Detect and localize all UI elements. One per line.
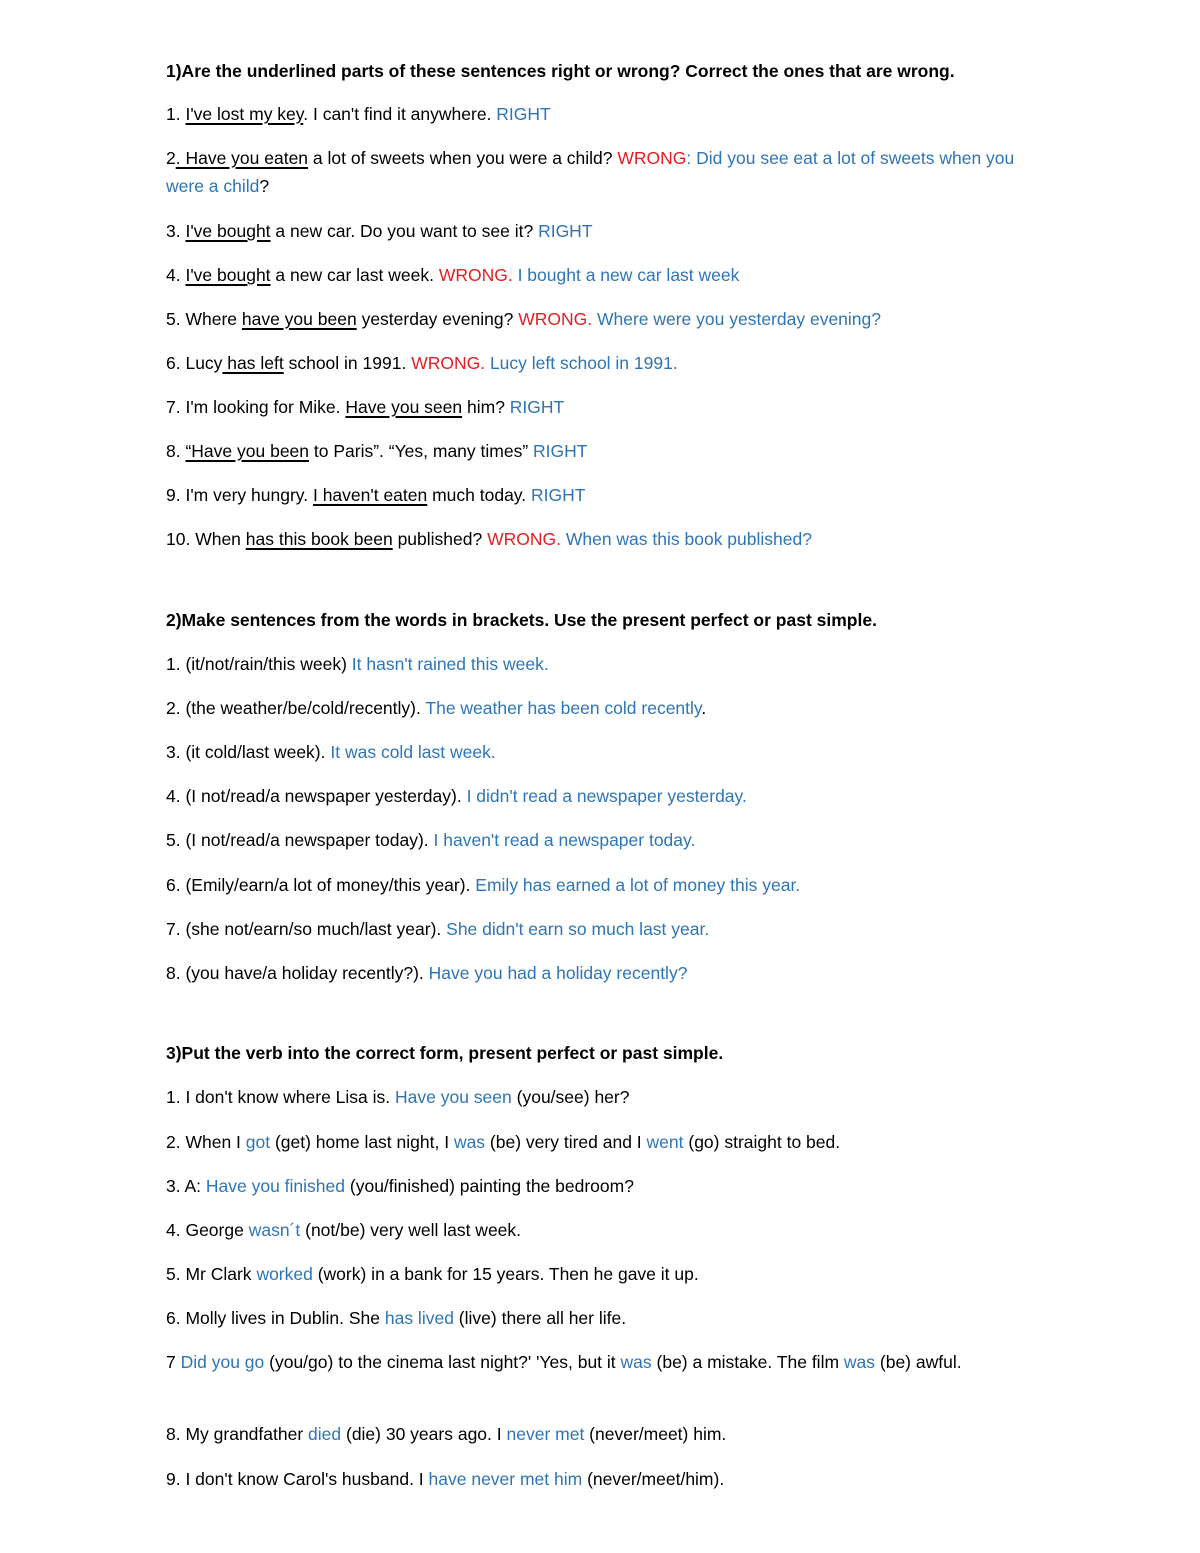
answer: She didn't earn so much last year. [446,919,710,939]
underlined-phrase: has this book been [245,529,393,549]
answer: have never met him [428,1469,583,1489]
underlined-phrase: I haven't eaten [312,485,428,505]
s3-item-2: 2. When I got (get) home last night, I was (be) very tired and I went (go) straight to bed. [166,1132,841,1152]
s2-item-1: 1. (it/not/rain/this week) It hasn't rained this week. [166,654,549,674]
answer: was [843,1352,876,1372]
s3-item-3: 3. A: Have you finished (you/finished) painting the bedroom? [166,1176,634,1196]
answer: The weather has been cold recently [425,698,702,718]
answer: I haven't read a newspaper today. [433,830,696,850]
verdict-right: RIGHT [533,441,588,461]
verdict-wrong: WRONG. [438,265,513,285]
s3-item-4: 4. George wasn´t (not/be) very well last week. [166,1220,522,1240]
s3-item-8: 8. My grandfather died (die) 30 years ago. I never met (never/meet) him. [166,1424,727,1444]
s1-item-8: 8. “Have you been to Paris”. “Yes, many times” RIGHT [166,441,588,461]
verdict-wrong: WRONG. [518,309,593,329]
s3-item-1: 1. I don't know where Lisa is. Have you seen (you/see) her? [166,1087,630,1107]
answer: Emily has earned a lot of money this year. [475,875,801,895]
s1-item-1: 1. I've lost my key. I can't find it anywhere. RIGHT [166,104,551,124]
correction: When was this book published? [560,529,812,549]
s1-item-10: 10. When has this book been published? WRONG. When was this book published? [166,529,812,549]
s2-item-5: 5. (I not/read/a newspaper today). I haven't read a newspaper today. [166,830,696,850]
answer: was [620,1352,652,1372]
answer: got [245,1132,271,1152]
verdict-right: RIGHT [531,485,586,505]
verdict-right: RIGHT [496,104,551,124]
answer: never met [506,1424,585,1444]
s1-item-6: 6. Lucy has left school in 1991. WRONG. Lucy left school in 1991. [166,353,678,373]
s2-item-6: 6. (Emily/earn/a lot of money/this year). Emily has earned a lot of money this year. [166,875,801,895]
s1-item-5: 5. Where have you been yesterday evening? WRONG. Where were you yesterday evening? [166,309,881,329]
answer: worked [256,1264,313,1284]
s1-item-9: 9. I'm very hungry. I haven't eaten much today. RIGHT [166,485,586,505]
s1-item-4: 4. I've bought a new car last week. WRONG. I bought a new car last week [166,265,740,285]
answer: Have you finished [205,1176,346,1196]
answer: died [308,1424,342,1444]
answer: Did you go [180,1352,265,1372]
answer: It hasn't rained this week. [351,654,549,674]
s1-item-2: 2. Have you eaten a lot of sweets when you were a child? WRONG: Did you see eat a lot of sweets when you were a child? [166,148,1015,196]
s3-item-7: 7 Did you go (you/go) to the cinema last night?' 'Yes, but it was (be) a mistake. The film was (be) awful. [166,1352,962,1372]
section1-heading: 1)Are the underlined parts of these sentences right or wrong? Correct the ones that are wrong. [166,61,955,81]
underlined-phrase: “Have you been [185,441,310,461]
answer: I didn't read a newspaper yesterday. [466,786,747,806]
verdict-right: RIGHT [538,221,593,241]
underlined-phrase: has left [222,353,284,373]
verdict-wrong: WRONG [617,148,687,168]
underlined-phrase: I've bought [185,221,271,241]
verdict-wrong: WRONG. [487,529,561,549]
answer: wasn´t [248,1220,301,1240]
section2-heading: 2)Make sentences from the words in brackets. Use the present perfect or past simple. [166,610,877,630]
underlined-phrase: have you been [241,309,357,329]
s3-item-6: 6. Molly lives in Dublin. She has lived (live) there all her life. [166,1308,627,1328]
s2-item-7: 7. (she not/earn/so much/last year). She didn't earn so much last year. [166,919,710,939]
answer: Have you had a holiday recently? [428,963,688,983]
underlined-phrase: . Have you eaten [175,148,309,168]
s1-item-7: 7. I'm looking for Mike. Have you seen him? RIGHT [166,397,565,417]
answer: was [453,1132,486,1152]
verdict-right: RIGHT [509,397,565,417]
s2-item-4: 4. (I not/read/a newspaper yesterday). I didn't read a newspaper yesterday. [166,786,747,806]
underlined-phrase: I've bought [185,265,271,285]
underlined-phrase: Have you seen [345,397,463,417]
correction: Lucy left school in 1991. [485,353,678,373]
s2-item-2: 2. (the weather/be/cold/recently). The weather has been cold recently. [166,698,707,718]
correction: I bought a new car last week [512,265,740,285]
s3-item-9: 9. I don't know Carol's husband. I have never met him (never/meet/him). [166,1469,725,1489]
s3-item-5: 5. Mr Clark worked (work) in a bank for 15 years. Then he gave it up. [166,1264,699,1284]
correction: Where were you yesterday evening? [592,309,881,329]
s2-item-3: 3. (it cold/last week). It was cold last week. [166,742,496,762]
answer: It was cold last week. [330,742,496,762]
underlined-phrase: I've lost my key [185,104,304,124]
answer: Have you seen [395,1087,512,1107]
section3-heading: 3)Put the verb into the correct form, present perfect or past simple. [166,1043,724,1063]
s2-item-8: 8. (you have/a holiday recently?). Have you had a holiday recently? [166,963,688,983]
verdict-wrong: WRONG. [411,353,486,373]
answer: went [646,1132,684,1152]
s1-item-3: 3. I've bought a new car. Do you want to see it? RIGHT [166,221,593,241]
answer: has lived [384,1308,454,1328]
correction: : Did you see eat a lot of sweets when you were a child [166,148,1015,196]
